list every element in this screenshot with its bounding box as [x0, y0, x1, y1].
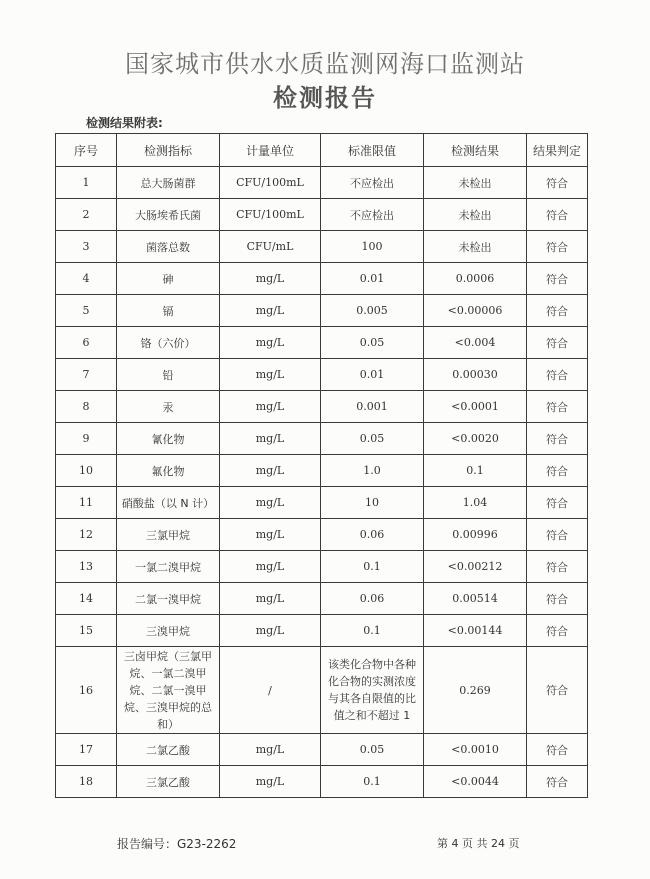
cell-unit: mg/L — [220, 455, 321, 487]
cell-verdict: 符合 — [527, 231, 588, 263]
cell-verdict: 符合 — [527, 519, 588, 551]
cell-indicator: 铬（六价） — [117, 327, 220, 359]
page-number: 第 4 页 共 24 页 — [437, 837, 520, 850]
cell-verdict: 符合 — [527, 583, 588, 615]
cell-limit: 100 — [321, 231, 424, 263]
cell-number: 8 — [56, 391, 117, 423]
table-row — [56, 487, 588, 519]
cell-number: 6 — [56, 327, 117, 359]
cell-verdict: 符合 — [527, 391, 588, 423]
table-row — [56, 359, 588, 391]
cell-limit: 0.05 — [321, 734, 424, 766]
cell-verdict: 符合 — [527, 295, 588, 327]
cell-verdict: 符合 — [527, 455, 588, 487]
cell-indicator: 三卤甲烷（三氯甲烷、一氯二溴甲烷、二氯一溴甲烷、三溴甲烷的总和） — [117, 647, 220, 734]
cell-unit: mg/L — [220, 766, 321, 798]
cell-limit: 0.05 — [321, 423, 424, 455]
cell-indicator: 一氯二溴甲烷 — [117, 551, 220, 583]
cell-indicator: 铅 — [117, 359, 220, 391]
cell-result: <0.0010 — [424, 734, 527, 766]
cell-limit: 0.06 — [321, 583, 424, 615]
table-body — [56, 167, 588, 798]
cell-unit: mg/L — [220, 391, 321, 423]
cell-limit: 0.06 — [321, 519, 424, 551]
cell-indicator: 镉 — [117, 295, 220, 327]
cell-indicator: 三氯乙酸 — [117, 766, 220, 798]
cell-indicator: 三溴甲烷 — [117, 615, 220, 647]
cell-verdict: 符合 — [527, 766, 588, 798]
cell-unit: mg/L — [220, 487, 321, 519]
cell-indicator: 硝酸盐（以 N 计） — [117, 487, 220, 519]
cell-unit: mg/L — [220, 519, 321, 551]
cell-limit: 10 — [321, 487, 424, 519]
cell-number: 16 — [56, 647, 117, 734]
cell-limit: 不应检出 — [321, 199, 424, 231]
column-header: 标准限值 — [321, 134, 424, 167]
annex-label: 检测结果附表: — [86, 116, 163, 130]
table-row — [56, 199, 588, 231]
report-org-title: 国家城市供水水质监测网海口监测站 — [125, 50, 525, 78]
cell-indicator: 砷 — [117, 263, 220, 295]
cell-result: 1.04 — [424, 487, 527, 519]
report-number: 报告编号：G23-2262 — [117, 837, 237, 851]
table-row — [56, 391, 588, 423]
cell-unit: CFU/100mL — [220, 167, 321, 199]
cell-verdict: 符合 — [527, 734, 588, 766]
cell-indicator: 大肠埃希氏菌 — [117, 199, 220, 231]
cell-unit: / — [220, 647, 321, 734]
cell-number: 4 — [56, 263, 117, 295]
cell-unit: mg/L — [220, 583, 321, 615]
cell-result: <0.00006 — [424, 295, 527, 327]
cell-indicator: 氟化物 — [117, 455, 220, 487]
cell-result: <0.0020 — [424, 423, 527, 455]
cell-unit: mg/L — [220, 359, 321, 391]
cell-limit: 该类化合物中各种化合物的实测浓度与其各自限值的比值之和不超过 1 — [321, 647, 424, 734]
cell-limit: 0.005 — [321, 295, 424, 327]
table-row — [56, 327, 588, 359]
cell-result: 0.00996 — [424, 519, 527, 551]
cell-number: 5 — [56, 295, 117, 327]
cell-number: 10 — [56, 455, 117, 487]
table-row — [56, 647, 588, 734]
cell-limit: 0.01 — [321, 359, 424, 391]
column-header: 结果判定 — [527, 134, 588, 167]
cell-verdict: 符合 — [527, 263, 588, 295]
cell-limit: 0.1 — [321, 766, 424, 798]
table-row — [56, 263, 588, 295]
cell-result: <0.004 — [424, 327, 527, 359]
table-row — [56, 231, 588, 263]
cell-unit: CFU/mL — [220, 231, 321, 263]
cell-limit: 0.1 — [321, 615, 424, 647]
cell-number: 1 — [56, 167, 117, 199]
results-table — [55, 133, 588, 798]
cell-number: 14 — [56, 583, 117, 615]
table-row — [56, 423, 588, 455]
cell-limit: 1.0 — [321, 455, 424, 487]
cell-unit: mg/L — [220, 734, 321, 766]
table-row — [56, 455, 588, 487]
cell-indicator: 总大肠菌群 — [117, 167, 220, 199]
column-header: 计量单位 — [220, 134, 321, 167]
cell-result: <0.00212 — [424, 551, 527, 583]
cell-unit: CFU/100mL — [220, 199, 321, 231]
cell-number: 18 — [56, 766, 117, 798]
cell-limit: 0.001 — [321, 391, 424, 423]
table-row — [56, 766, 588, 798]
cell-number: 11 — [56, 487, 117, 519]
table-header-row — [56, 134, 588, 167]
cell-verdict: 符合 — [527, 423, 588, 455]
table-row — [56, 167, 588, 199]
cell-limit: 0.05 — [321, 327, 424, 359]
cell-result: 未检出 — [424, 231, 527, 263]
cell-limit: 不应检出 — [321, 167, 424, 199]
cell-unit: mg/L — [220, 295, 321, 327]
cell-unit: mg/L — [220, 615, 321, 647]
cell-result: 0.269 — [424, 647, 527, 734]
cell-result: 0.0006 — [424, 263, 527, 295]
report-title: 检测报告 — [273, 84, 377, 112]
cell-verdict: 符合 — [527, 487, 588, 519]
cell-verdict: 符合 — [527, 551, 588, 583]
cell-result: 0.00030 — [424, 359, 527, 391]
column-header: 检测结果 — [424, 134, 527, 167]
cell-number: 7 — [56, 359, 117, 391]
cell-indicator: 二氯一溴甲烷 — [117, 583, 220, 615]
cell-result: <0.0001 — [424, 391, 527, 423]
cell-indicator: 三氯甲烷 — [117, 519, 220, 551]
cell-verdict: 符合 — [527, 615, 588, 647]
cell-number: 2 — [56, 199, 117, 231]
cell-indicator: 汞 — [117, 391, 220, 423]
cell-unit: mg/L — [220, 263, 321, 295]
cell-unit: mg/L — [220, 327, 321, 359]
cell-indicator: 二氯乙酸 — [117, 734, 220, 766]
cell-verdict: 符合 — [527, 327, 588, 359]
cell-result: 未检出 — [424, 199, 527, 231]
cell-number: 9 — [56, 423, 117, 455]
cell-indicator: 菌落总数 — [117, 231, 220, 263]
cell-result: <0.0044 — [424, 766, 527, 798]
column-header: 序号 — [56, 134, 117, 167]
table-row — [56, 551, 588, 583]
table-row — [56, 615, 588, 647]
column-header: 检测指标 — [117, 134, 220, 167]
cell-number: 13 — [56, 551, 117, 583]
cell-verdict: 符合 — [527, 199, 588, 231]
cell-result: 0.00514 — [424, 583, 527, 615]
cell-limit: 0.01 — [321, 263, 424, 295]
cell-number: 3 — [56, 231, 117, 263]
cell-result: <0.00144 — [424, 615, 527, 647]
cell-verdict: 符合 — [527, 167, 588, 199]
cell-number: 15 — [56, 615, 117, 647]
cell-limit: 0.1 — [321, 551, 424, 583]
cell-unit: mg/L — [220, 551, 321, 583]
cell-result: 0.1 — [424, 455, 527, 487]
table-row — [56, 295, 588, 327]
table-row — [56, 583, 588, 615]
cell-number: 17 — [56, 734, 117, 766]
cell-number: 12 — [56, 519, 117, 551]
table-row — [56, 519, 588, 551]
cell-result: 未检出 — [424, 167, 527, 199]
cell-verdict: 符合 — [527, 647, 588, 734]
cell-unit: mg/L — [220, 423, 321, 455]
table-row — [56, 734, 588, 766]
cell-verdict: 符合 — [527, 359, 588, 391]
cell-indicator: 氰化物 — [117, 423, 220, 455]
